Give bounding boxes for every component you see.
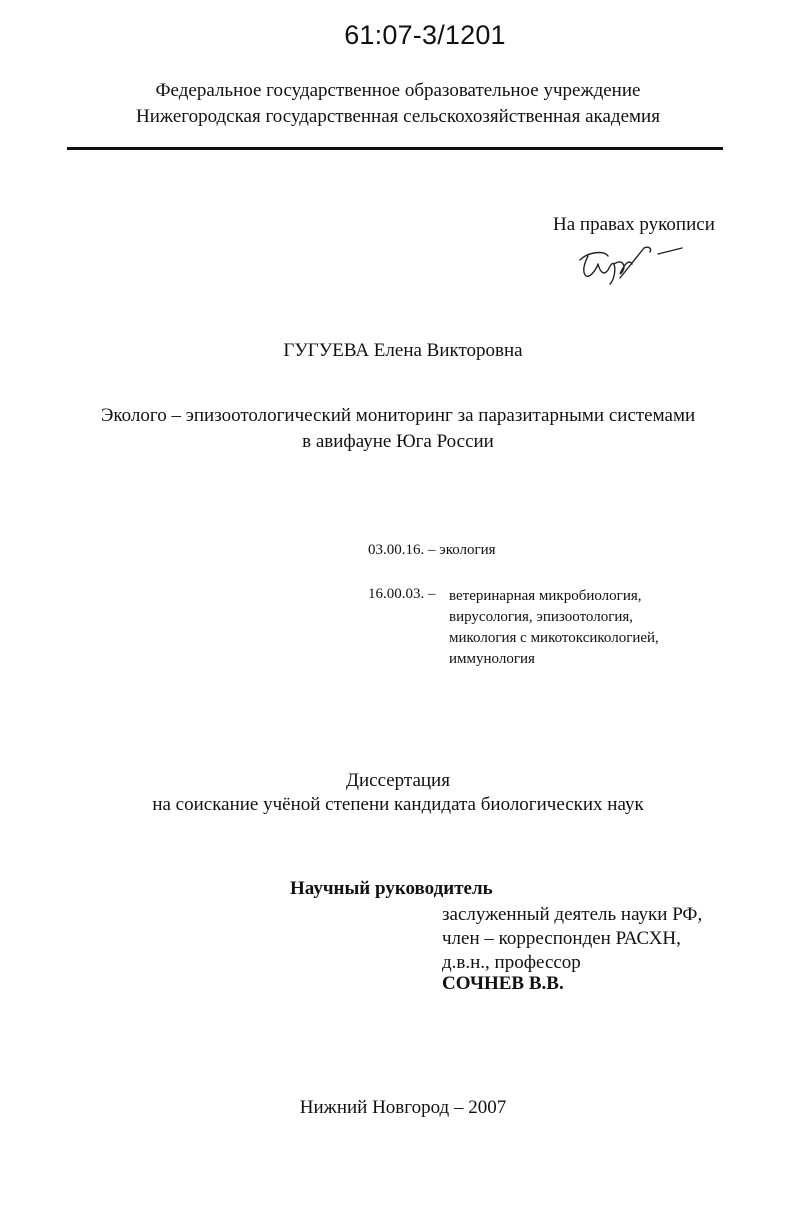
dissertation-degree: на соискание учёной степени кандидата биологических наук [152,794,644,815]
specialty-line: иммунология [449,651,535,667]
dissertation-heading [0,769,796,817]
supervisor-credentials [442,903,702,975]
institution-line-1: Федеральное государственное образовательное учреждение [155,80,641,101]
specialty-veterinary-code: 16.00.03. – [368,586,436,602]
specialty-code: 03.00.16. – [368,542,436,558]
handwritten-signature [574,240,684,288]
specialty-ecology [368,542,496,559]
specialty-name: экология [439,542,496,558]
thesis-title-line-2: в авифауне Юга России [302,431,494,452]
thesis-title-line-1: Эколого – эпизоотологический мониторинг за паразитарными системами [100,405,696,426]
specialty-veterinary-name [449,586,659,670]
thesis-title [0,403,796,455]
institution-line-2: Нижегородская государственная сельскохозяйственная академия [136,106,660,127]
supervisor-credential-line: член – корреспонден РАСХН, [442,928,681,949]
supervisor-credential-line: заслуженный деятель науки РФ, [442,904,703,925]
city-year: Нижний Новгород – 2007 [299,1097,507,1118]
supervisor-credential-line: д.в.н., профессор [442,952,581,973]
specialty-line: микология с микотоксикологией, [449,630,659,646]
supervisor-heading: Научный руководитель [290,878,493,899]
author-name: ГУГУЕВА Елена Викторовна [283,340,523,361]
supervisor-name: СОЧНЕВ В.В. [442,973,564,994]
institution-name [0,78,796,130]
rights-note: На правах рукописи [553,214,715,235]
dissertation-label: Диссертация [346,770,450,791]
catalog-number: 61:07-3/1201 [344,20,506,50]
specialty-line: вирусология, эпизоотология, [449,609,634,625]
header-divider [67,147,723,150]
specialty-line: ветеринарная микробиология, [449,588,642,604]
